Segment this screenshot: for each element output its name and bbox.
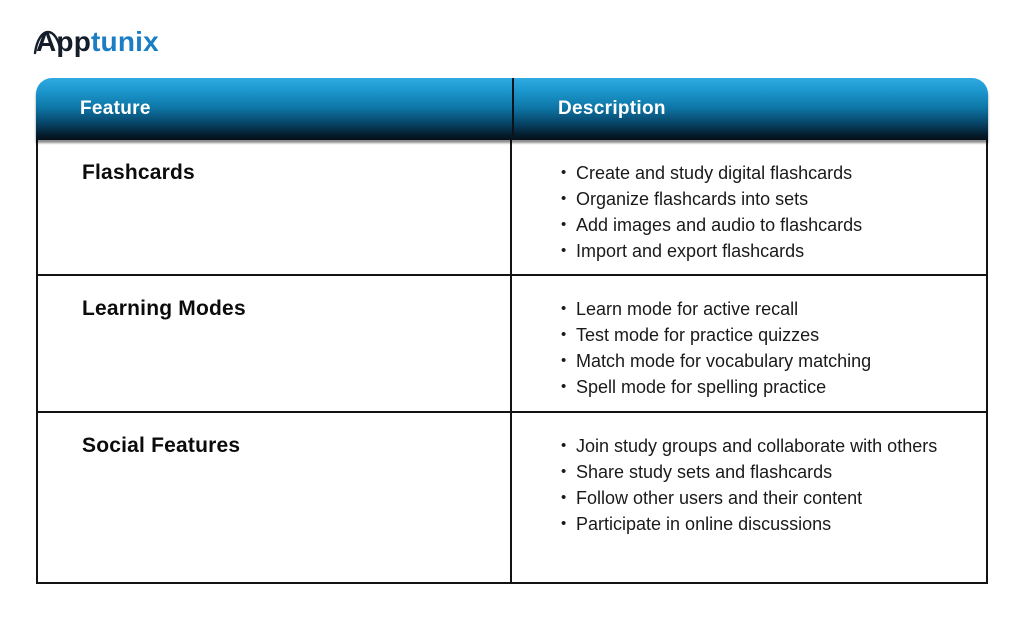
column-header-feature-label: Feature: [80, 98, 151, 119]
feature-cell: [38, 413, 512, 582]
description-cell: [512, 413, 986, 582]
table-row: [38, 413, 986, 582]
description-bullet: • Organize flashcards into sets: [561, 186, 943, 212]
table-row: [38, 140, 986, 276]
description-bullet: • Add images and audio to flashcards: [561, 212, 943, 238]
description-bullet: • Follow other users and their content: [561, 485, 943, 511]
logo-part-dark-label: App: [36, 26, 92, 57]
description-bullet: • Join study groups and collaborate with others: [561, 433, 943, 459]
feature-label: Social Features: [82, 434, 241, 457]
description-bullet: • Learn mode for active recall: [561, 296, 943, 322]
column-header-description: [512, 78, 988, 140]
description-bullet: • Participate in online discussions: [561, 511, 943, 537]
apptunix-logo: [36, 28, 159, 56]
table-header-row: [36, 78, 988, 140]
logo-text-dark: [36, 28, 91, 56]
feature-cell: [38, 140, 512, 274]
feature-cell: [38, 276, 512, 411]
description-bullet: • Import and export flashcards: [561, 238, 943, 264]
description-cell: [512, 276, 986, 411]
feature-table: [36, 78, 988, 584]
logo-part-blue-label: tunix: [91, 26, 159, 57]
feature-label: Flashcards: [82, 161, 195, 184]
description-bullet: • Test mode for practice quizzes: [561, 322, 943, 348]
column-header-feature: [36, 78, 512, 140]
table-body: [36, 140, 988, 584]
description-bullet: • Create and study digital flashcards: [561, 160, 943, 186]
description-bullet: • Spell mode for spelling practice: [561, 374, 943, 400]
description-bullet-list: [512, 140, 986, 264]
logo-letter-a: [36, 28, 91, 56]
description-cell: [512, 140, 986, 274]
description-bullet-list: [512, 413, 986, 537]
description-bullet-list: [512, 276, 986, 400]
description-bullet: • Match mode for vocabulary matching: [561, 348, 943, 374]
column-header-description-label: Description: [558, 98, 666, 119]
description-bullet: • Share study sets and flashcards: [561, 459, 943, 485]
feature-label: Learning Modes: [82, 297, 246, 320]
table-row: [38, 276, 986, 413]
